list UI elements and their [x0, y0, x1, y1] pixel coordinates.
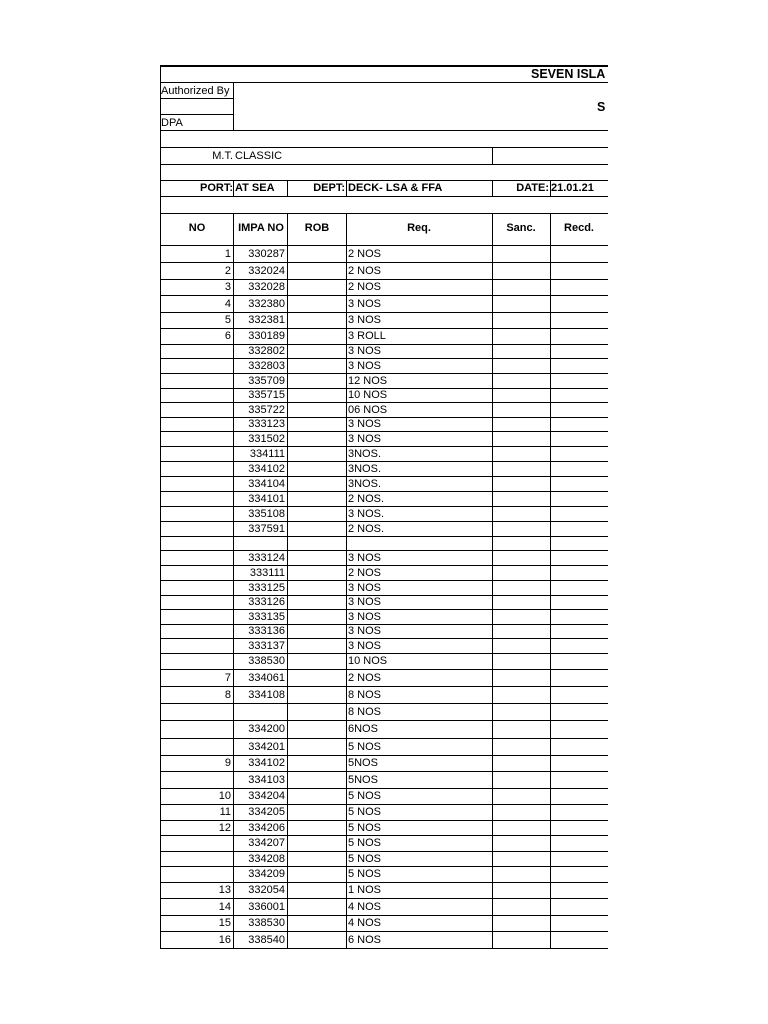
row-requested-qty: 3 NOS — [348, 297, 382, 310]
grid-line — [160, 328, 608, 329]
row-impa-no: 334205 — [248, 806, 285, 818]
grid-line — [160, 898, 608, 899]
grid-line — [160, 771, 608, 772]
grid-line — [160, 491, 608, 492]
row-impa-no: 336001 — [248, 900, 285, 913]
grid-line — [492, 147, 493, 164]
grid-line — [160, 686, 608, 687]
row-impa-no: 334204 — [248, 790, 285, 802]
grid-line — [346, 180, 347, 196]
row-impa-no: 334102 — [248, 757, 285, 769]
grid-line — [160, 669, 608, 670]
row-requested-qty: 5NOS — [348, 757, 378, 769]
row-requested-qty: 2 NOS — [348, 264, 382, 277]
row-requested-qty: 2 NOS — [348, 281, 382, 293]
date-label: DATE: — [516, 182, 549, 194]
row-requested-qty: 12 NOS — [348, 374, 388, 387]
row-impa-no: 334209 — [248, 868, 285, 880]
grid-line — [160, 114, 234, 115]
row-requested-qty: 2 NOS. — [348, 522, 385, 535]
row-number: 5 — [224, 314, 231, 326]
grid-line — [160, 580, 608, 581]
grid-line — [160, 446, 608, 447]
row-requested-qty: 5 NOS — [348, 837, 382, 849]
company-title: SEVEN ISLA — [531, 67, 606, 81]
row-requested-qty: 6 NOS — [348, 933, 382, 946]
row-number: 8 — [224, 688, 231, 701]
grid-line — [160, 624, 608, 625]
row-impa-no: 334102 — [248, 462, 285, 475]
grid-line — [160, 417, 608, 418]
row-requested-qty: 1 NOS — [348, 884, 382, 896]
row-impa-no: 334101 — [248, 492, 285, 505]
row-number: 4 — [224, 297, 231, 310]
col-header-recd: Recd. — [564, 222, 594, 234]
grid-line — [160, 550, 608, 551]
grid-line — [160, 196, 608, 197]
row-requested-qty: 2 NOS — [348, 671, 382, 684]
grid-line — [160, 402, 608, 403]
grid-line — [160, 653, 608, 654]
row-number: 9 — [224, 757, 231, 769]
grid-line — [287, 180, 288, 196]
grid-line — [160, 147, 608, 148]
dept-value: DECK- LSA & FFA — [348, 182, 443, 194]
grid-line — [160, 344, 608, 345]
row-impa-no: 333124 — [248, 551, 285, 564]
row-number: 16 — [218, 933, 231, 946]
grid-line — [160, 476, 608, 477]
grid-line — [160, 851, 608, 852]
row-impa-no: 338530 — [248, 655, 285, 667]
row-requested-qty: 8 NOS — [348, 688, 382, 701]
grid-line — [160, 703, 608, 704]
row-requested-qty: 3NOS. — [348, 477, 382, 490]
grid-line — [160, 866, 608, 867]
row-requested-qty: 3 NOS — [348, 551, 382, 564]
grid-line — [160, 373, 608, 374]
grid-line — [160, 506, 608, 507]
row-requested-qty: 2 NOS — [348, 566, 382, 579]
row-number: 13 — [218, 884, 231, 896]
row-number: 2 — [224, 264, 231, 277]
row-requested-qty: 3 NOS — [348, 432, 382, 445]
row-number: 3 — [224, 281, 231, 293]
grid-line — [160, 245, 608, 246]
row-requested-qty: 06 NOS — [348, 403, 388, 416]
grid-line — [160, 98, 234, 99]
row-requested-qty: 10 NOS — [348, 655, 388, 667]
row-requested-qty: 5 NOS — [348, 821, 382, 834]
col-header-no: NO — [188, 222, 206, 234]
grid-line — [160, 820, 608, 821]
grid-line — [492, 180, 493, 196]
grid-line — [160, 279, 608, 280]
row-impa-no: 335108 — [248, 507, 285, 520]
row-number: 12 — [218, 821, 231, 834]
row-impa-no: 334111 — [249, 447, 285, 460]
row-impa-no: 334104 — [248, 477, 285, 490]
col-header-sanc: Sanc. — [506, 222, 536, 234]
row-impa-no: 332054 — [248, 884, 285, 896]
grid-line — [233, 180, 234, 196]
grid-line — [160, 804, 608, 805]
grid-line — [160, 948, 608, 949]
row-requested-qty: 5NOS — [348, 773, 378, 786]
col-header-rob: ROB — [304, 222, 330, 234]
row-number: 1 — [224, 248, 231, 260]
row-requested-qty: 3 NOS. — [348, 507, 385, 520]
date-value: 21.01.21 — [551, 182, 594, 194]
grid-line — [160, 536, 608, 537]
row-requested-qty: 10 NOS — [348, 389, 388, 401]
grid-line — [160, 262, 608, 263]
col-header-impa: IMPA NO — [238, 222, 284, 234]
row-requested-qty: 4 NOS — [348, 900, 382, 913]
row-impa-no: 333137 — [248, 639, 285, 652]
row-impa-no: 333136 — [248, 625, 285, 637]
row-impa-no: 338540 — [248, 933, 285, 946]
row-impa-no: 335709 — [248, 374, 285, 387]
grid-line — [160, 720, 608, 721]
row-impa-no: 335722 — [248, 403, 285, 416]
grid-line — [160, 130, 608, 131]
row-impa-no: 334103 — [248, 773, 285, 786]
row-requested-qty: 5 NOS — [348, 740, 382, 753]
row-requested-qty: 8 NOS — [348, 705, 382, 718]
form-sub-title: S — [597, 100, 606, 114]
grid-line — [550, 180, 551, 196]
grid-line — [160, 461, 608, 462]
grid-line — [160, 213, 608, 214]
row-requested-qty: 2 NOS — [348, 248, 382, 260]
row-requested-qty: 3 NOS — [348, 418, 382, 430]
row-impa-no: 333111 — [249, 566, 285, 579]
row-impa-no: 332024 — [248, 264, 285, 277]
row-impa-no: 335715 — [248, 389, 285, 401]
row-impa-no: 332802 — [248, 345, 285, 357]
dept-label: DEPT: — [313, 182, 345, 194]
vessel-label: M.T. — [212, 150, 233, 162]
row-requested-qty: 3 NOS — [348, 345, 382, 357]
grid-line — [160, 882, 608, 883]
grid-line — [160, 565, 608, 566]
grid-line — [160, 164, 608, 165]
dpa-label: DPA — [161, 117, 183, 129]
row-requested-qty: 3 ROLL — [348, 330, 386, 342]
grid-line — [160, 915, 608, 916]
row-requested-qty: 3 NOS — [348, 314, 382, 326]
grid-line — [160, 595, 608, 596]
row-impa-no: 334206 — [248, 821, 285, 834]
vessel-name: CLASSIC — [235, 150, 283, 162]
row-requested-qty: 3 NOS — [348, 596, 382, 608]
row-impa-no: 330287 — [248, 248, 285, 260]
row-impa-no: 334208 — [248, 852, 285, 865]
grid-line — [160, 931, 608, 932]
row-number: 7 — [224, 671, 231, 684]
grid-line — [160, 180, 608, 181]
row-requested-qty: 3 NOS — [348, 581, 382, 594]
row-impa-no: 334108 — [248, 688, 285, 701]
authorized-by-label: Authorized By — [161, 85, 230, 97]
port-value: AT SEA — [235, 182, 275, 194]
grid-line — [160, 312, 608, 313]
row-impa-no: 332028 — [248, 281, 285, 293]
row-requested-qty: 5 NOS — [348, 852, 382, 865]
row-requested-qty: 6NOS — [348, 723, 378, 735]
row-impa-no: 333123 — [248, 418, 285, 430]
row-impa-no: 334200 — [248, 723, 285, 735]
grid-line — [160, 82, 608, 83]
row-number: 14 — [218, 900, 231, 913]
row-impa-no: 333135 — [248, 610, 285, 623]
row-number: 6 — [224, 330, 231, 342]
row-requested-qty: 3 NOS — [348, 610, 382, 623]
grid-line — [160, 358, 608, 359]
row-number: 15 — [218, 917, 231, 929]
port-label: PORT: — [200, 182, 233, 194]
row-requested-qty: 3 NOS — [348, 639, 382, 652]
grid-line — [160, 738, 608, 739]
grid-line — [160, 65, 608, 67]
row-impa-no: 333126 — [248, 596, 285, 608]
grid-line — [160, 638, 608, 639]
row-requested-qty: 3NOS. — [348, 447, 382, 460]
row-requested-qty: 5 NOS — [348, 868, 382, 880]
grid-line — [160, 788, 608, 789]
row-impa-no: 333125 — [248, 581, 285, 594]
grid-line — [160, 609, 608, 610]
row-requested-qty: 4 NOS — [348, 917, 382, 929]
row-impa-no: 334201 — [248, 740, 285, 753]
row-impa-no: 332803 — [248, 359, 285, 372]
row-impa-no: 337591 — [248, 522, 285, 535]
row-impa-no: 338530 — [248, 917, 285, 929]
row-impa-no: 331502 — [248, 432, 285, 445]
row-requested-qty: 3NOS. — [348, 462, 382, 475]
col-header-req: Req. — [407, 222, 431, 234]
row-requested-qty: 2 NOS. — [348, 492, 385, 505]
grid-line — [160, 295, 608, 296]
grid-line — [233, 82, 234, 130]
row-requested-qty: 5 NOS — [348, 790, 382, 802]
row-impa-no: 330189 — [248, 330, 285, 342]
grid-line — [160, 388, 608, 389]
row-impa-no: 334207 — [248, 837, 285, 849]
row-requested-qty: 3 NOS — [348, 625, 382, 637]
row-impa-no: 334061 — [248, 671, 285, 684]
row-impa-no: 332380 — [248, 297, 285, 310]
row-requested-qty: 5 NOS — [348, 806, 382, 818]
row-number: 10 — [218, 790, 231, 802]
row-impa-no: 332381 — [248, 314, 285, 326]
grid-line — [160, 431, 608, 432]
row-requested-qty: 3 NOS — [348, 359, 382, 372]
row-number: 11 — [219, 806, 231, 818]
grid-line — [160, 835, 608, 836]
grid-line — [160, 755, 608, 756]
grid-line — [160, 521, 608, 522]
